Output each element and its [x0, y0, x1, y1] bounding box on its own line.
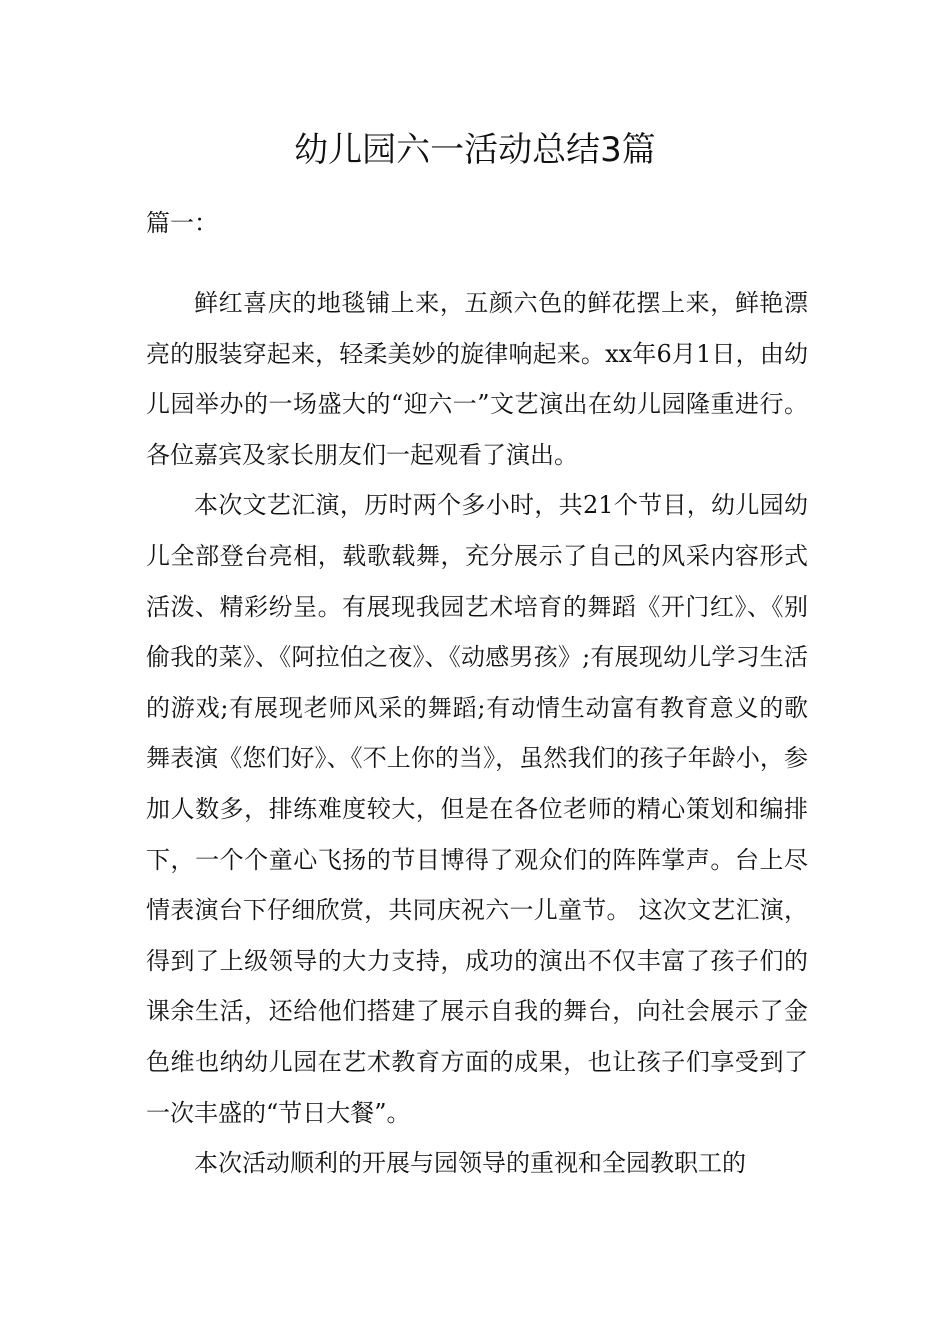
section-heading: 篇一：	[146, 209, 218, 237]
paragraph-1: 鲜红喜庆的地毯铺上来，五颜六色的鲜花摆上来，鲜艳漂亮的服装穿起来，轻柔美妙的旋律响起来。xx年6月1日，由幼儿园举办的一场盛大的“迎六一”文艺演出在幼儿园隆重进行。各位嘉宾及家长朋友们一起观看了演出。	[146, 289, 808, 469]
body-text	[146, 278, 808, 1189]
document-title: 幼儿园六一活动总结3篇	[294, 130, 656, 170]
paragraph-3: 本次活动顺利的开展与园领导的重视和全园教职工的	[194, 1149, 746, 1178]
paragraph-2: 本次文艺汇演，历时两个多小时，共21个节目，幼儿园幼儿全部登台亮相，载歌载舞，充分展示了自己的风采内容形式活泼、精彩纷呈。有展现我园艺术培育的舞蹈《开门红》、《别偷我的菜》、《阿拉伯之夜》、《动感男孩》;有展现幼儿学习生活的游戏;有展现老师风采的舞蹈;有动情生动富有教育意义的歌舞表演《您们好》、《不上你的当》，虽然我们的孩子年龄小，参加人数多，排练难度较大，但是在各位老师的精心策划和编排下，一个个童心飞扬的节目博得了观众们的阵阵掌声。台上尽情表演台下仔细欣赏，共同庆祝六一儿童节。 这次文艺汇演，得到了上级领导的大力支持，成功的演出不仅丰富了孩子们的课余生活，还给他们搭建了展示自我的舞台，向社会展示了金色维也纳幼儿园在艺术教育方面的成果，也让孩子们享受到了一次丰盛的“节日大餐”。	[146, 491, 808, 1127]
